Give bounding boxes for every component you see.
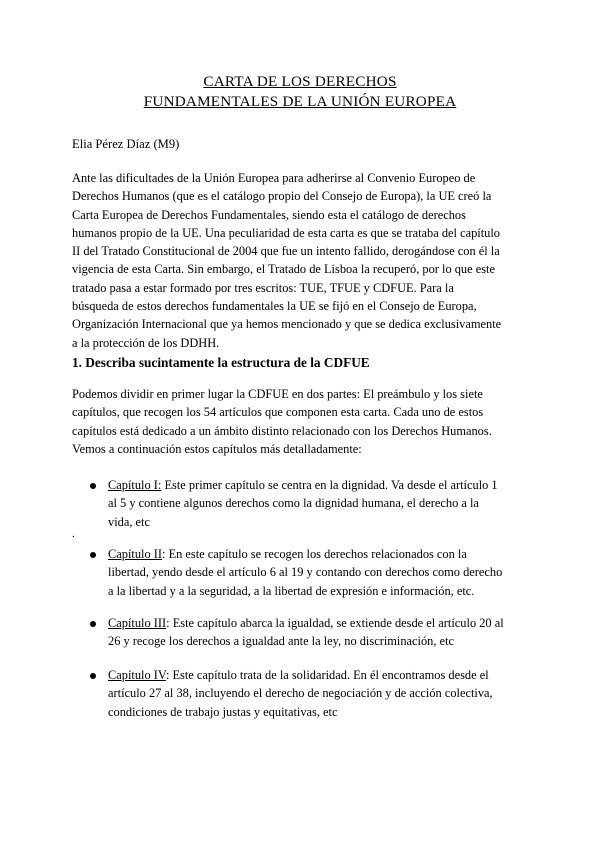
- intro-line: búsqueda de estos derechos fundamentales la UE se fijó en el Consejo de Europa,: [72, 299, 477, 314]
- chapter-4-item: [90, 666, 530, 721]
- bullet-dot: [90, 673, 96, 679]
- chapter-2-text: : En este capítulo se recogen los derechos relacionados con la: [162, 547, 467, 561]
- bullet-dot: [90, 621, 96, 627]
- document-title: [0, 72, 600, 112]
- intro-line: Derechos Humanos (que es el catálogo propio del Consejo de Europa), la UE creó la: [72, 189, 492, 204]
- chapter-3-text: : Este capítulo abarca la igualdad, se extiende desde el artículo 20 al: [166, 616, 504, 630]
- author-line: Elia Pérez Díaz (M9): [72, 137, 180, 151]
- chapter-2-label: Capítulo II: [108, 547, 163, 561]
- section-1-line: Podemos dividir en primer lugar la CDFUE en dos partes: El preámbulo y los siete: [72, 387, 483, 401]
- chapter-2-text: a la libertad y a la seguridad, a la libertad de expresión e información, etc.: [108, 583, 475, 598]
- chapter-4-text: : Este capítulo trata de la solidaridad. En él encontramos desde el: [165, 668, 489, 682]
- intro-line: Organización Internacional que ya hemos mencionado y que se dedica exclusivamente: [72, 317, 502, 332]
- chapter-2-text: libertad, yendo desde el artículo 6 al 19 y contando con derechos como derecho: [108, 565, 503, 580]
- intro-line: II del Tratado Constitucional de 2004 que fue un intento fallido, derogándose con él la: [72, 244, 500, 259]
- bullet-dot: [90, 552, 96, 558]
- intro-line: a la protección de los DDHH.: [72, 335, 220, 350]
- chapter-3-label: Capítulo III: [108, 616, 167, 630]
- chapter-4-text: artículo 27 al 38, incluyendo el derecho de negociación y de acción colectiva,: [108, 686, 493, 701]
- chapter-1-text: al 5 y contiene algunos derechos como la dignidad humana, el derecho a la: [108, 496, 479, 511]
- section-1-heading: 1. Describa sucintamente la estructura de la CDFUE: [72, 355, 370, 370]
- intro-paragraph: [72, 169, 532, 352]
- chapter-2-item: [90, 545, 530, 600]
- chapter-4-text: condiciones de trabajo justas y equitativas, etc: [108, 704, 338, 719]
- bullet-dot: [90, 483, 96, 489]
- stray-mark: .: [72, 528, 75, 540]
- section-1-line: capítulos está dedicado a un ámbito distinto relacionado con los Derechos Humanos.: [72, 423, 492, 438]
- intro-line: Ante las dificultades de la Unión Europea para adherirse al Convenio Europeo de: [72, 171, 476, 185]
- chapter-3-item: [90, 614, 530, 651]
- title-line-1: CARTA DE LOS DERECHOS: [203, 73, 397, 90]
- section-1-line: capítulos, que recogen los 54 artículos que componen esta carta. Cada uno de estos: [72, 405, 484, 420]
- intro-line: humanos propio de la UE. Una peculiaridad de esta carta es que se trataba del capítulo: [72, 225, 500, 240]
- intro-line: tratado pasa a estar formado por tres escritos: TUE, TFUE y CDFUE. Para la: [72, 280, 454, 295]
- chapter-3-text: 26 y recoge los derechos a igualdad ante la ley, no discriminación, etc: [108, 634, 455, 649]
- chapter-1-label: Capítulo I:: [108, 478, 162, 492]
- chapter-1-item: [90, 476, 530, 531]
- chapter-1-text: vida, etc: [108, 514, 150, 529]
- chapter-1-text: Este primer capítulo se centra en la dignidad. Va desde el artículo 1: [161, 478, 498, 492]
- section-1-paragraph: [72, 385, 532, 458]
- title-line-2: FUNDAMENTALES DE LA UNIÓN EUROPEA: [143, 93, 457, 110]
- intro-line: Carta Europea de Derechos Fundamentales, siendo esta el catálogo de derechos: [72, 207, 466, 222]
- section-1-line: Vemos a continuación estos capítulos más detalladamente:: [72, 441, 362, 456]
- intro-line: vigencia de esta Carta. Sin embargo, el Tratado de Lisboa la recuperó, por lo que este: [72, 262, 495, 277]
- chapter-4-label: Capítulo IV: [108, 668, 166, 682]
